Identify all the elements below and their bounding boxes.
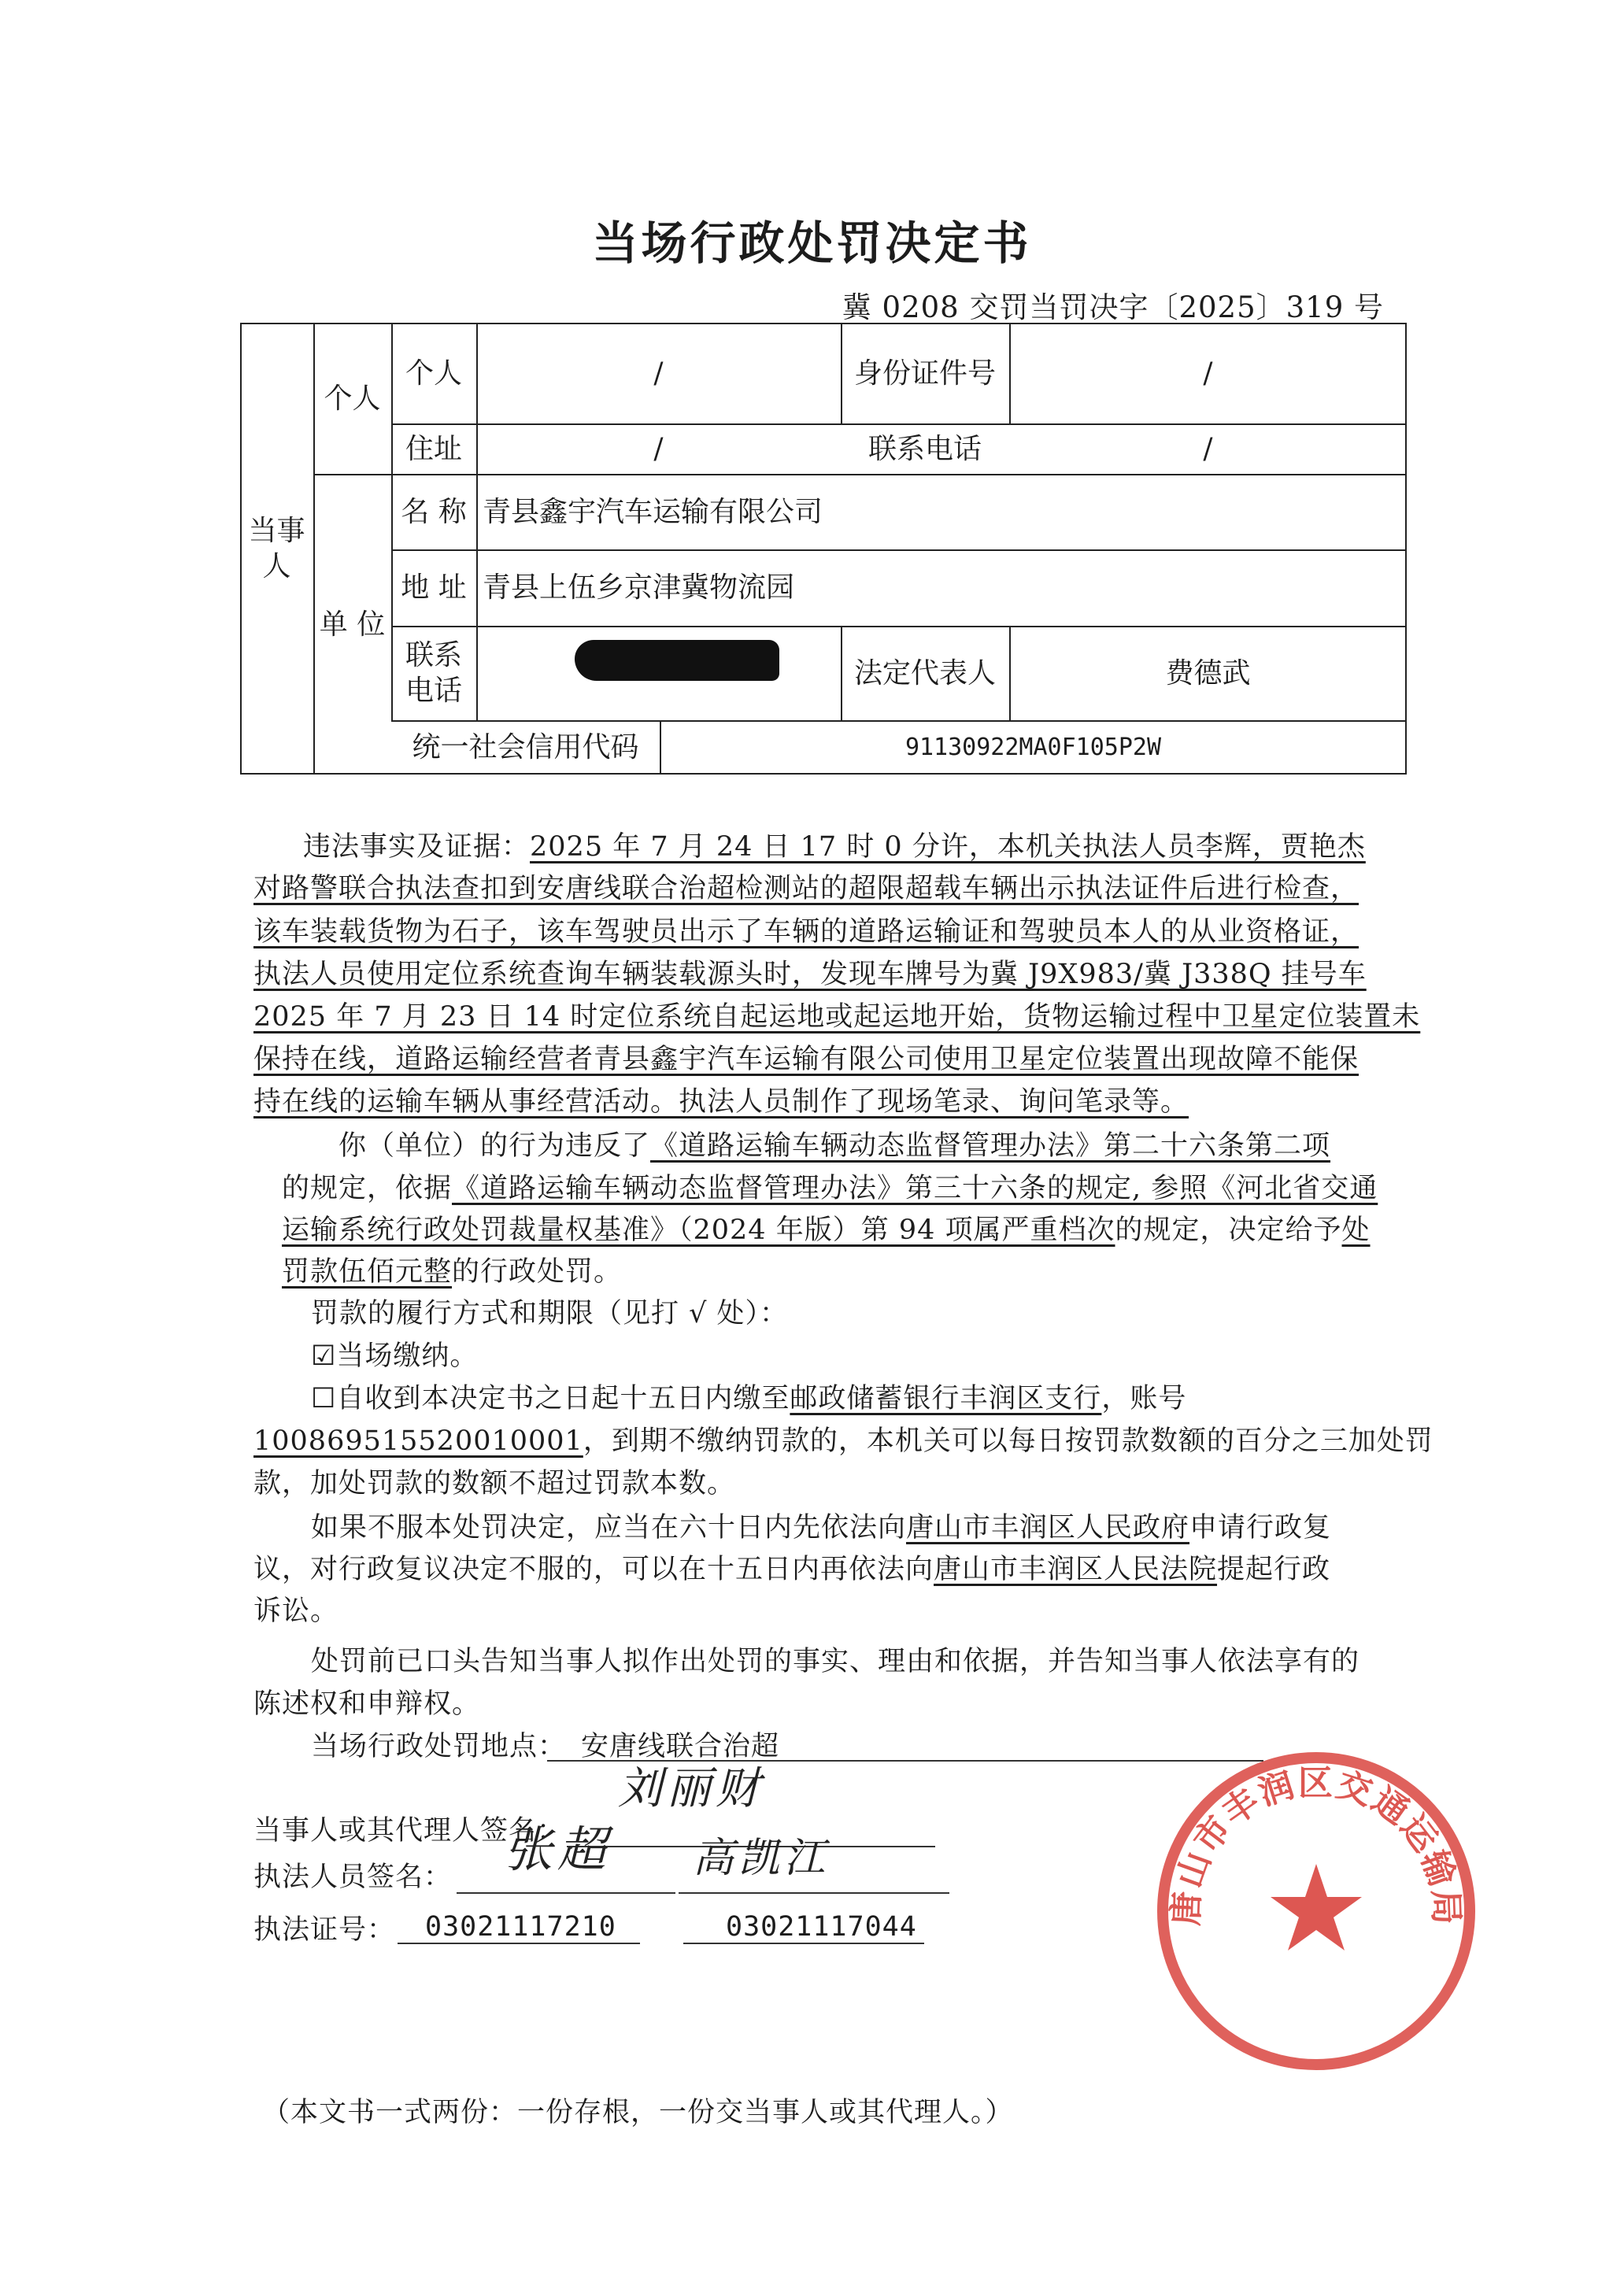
violation-line-1 <box>338 1124 1330 1163</box>
address-label: 住址 <box>405 432 462 465</box>
official-seal <box>1151 1746 1482 2076</box>
party-signature-label: 当事人或其代理人签名： <box>253 1815 566 1847</box>
unit-address-label: 地 址 <box>401 571 467 604</box>
facts-line-5: 2025 年 7 月 23 日 14 时定位系统自起运地或起运地开始，货物运输过程中卫星定位装置未 <box>253 1001 1421 1033</box>
basis-text-2: 运输系统行政处罚裁量权基准》（2024 年版）第 94 项属严重档次 <box>282 1215 1115 1246</box>
legal-rep-value: 费德武 <box>1165 656 1251 690</box>
cert-label: 执法证号： <box>253 1914 396 1946</box>
facts-line-7: 持在线的运输车辆从事经营活动。执法人员制作了现场笔录、询问笔录等。 <box>253 1086 1189 1118</box>
location-label: 当场行政处罚地点： <box>311 1731 567 1762</box>
account-number: 100869515520010001 <box>253 1425 583 1457</box>
bank-option-prefix: ☐自收到本决定书之日起十五日内缴至 <box>311 1383 790 1414</box>
unit-address-value: 青县上伍乡京津冀物流园 <box>483 571 795 604</box>
id-number-label: 身份证件号 <box>853 357 996 390</box>
facts-line-1 <box>303 825 1366 864</box>
decision-prefix: 的规定，决定给予 <box>1115 1215 1342 1246</box>
facts-line-3: 该车装载货物为石子，该车驾驶员出示了车辆的道路运输证和驾驶员本人的从业资格证， <box>253 916 1359 948</box>
facts-text: 2025 年 7 月 24 日 17 时 0 分许，本机关执法人员李辉，贾艳杰 <box>530 831 1366 863</box>
account-label: ，账号 <box>1101 1383 1187 1414</box>
legal-rep-label: 法定代表人 <box>853 656 996 690</box>
phone-label: 联系电话 <box>867 432 982 465</box>
cert-number-1: 03021117210 <box>425 1911 616 1943</box>
court-name: 唐山市丰润区人民法院 <box>934 1554 1218 1585</box>
individual-label: 个人 <box>324 382 381 415</box>
violation-line-4 <box>282 1250 622 1289</box>
phone-value: / <box>1203 432 1213 465</box>
appeal-mid: 申请行政复 <box>1189 1512 1332 1544</box>
person-value: / <box>653 357 664 390</box>
facts-label: 违法事实及证据： <box>303 831 531 863</box>
unit-name-label: 名 称 <box>401 495 467 528</box>
payment-option-bank-line-3: 款，加处罚款的数额不超过罚款本数。 <box>253 1468 736 1499</box>
violated-rule: 《道路运输车辆动态监督管理办法》第二十六条第二项 <box>650 1130 1331 1162</box>
notice-line-1: 处罚前已口头告知当事人拟作出处罚的事实、理由和依据，并告知当事人依法享有的 <box>311 1646 1360 1677</box>
id-number-value: / <box>1203 357 1213 390</box>
bank-name: 邮政储蓄银行丰润区支行 <box>790 1383 1102 1414</box>
appeal-line-2 <box>253 1547 1330 1587</box>
appeal-prefix: 如果不服本处罚决定，应当在六十日内先依法向 <box>311 1512 907 1544</box>
credit-code-label: 统一社会信用代码 <box>412 731 639 764</box>
officer-2-underline <box>679 1892 949 1894</box>
document-number: 冀 0208 交罚当罚决字〔2025〕319 号 <box>842 290 1384 324</box>
seal-text: 唐山市丰润区交通运输局 <box>1166 1762 1467 1927</box>
cert-1-underline <box>398 1943 640 1944</box>
appeal-line-3: 诉讼。 <box>253 1595 339 1627</box>
footer-note: （本文书一式两份：一份存根，一份交当事人或其代理人。） <box>262 2097 1014 2128</box>
party-label: 当事 人 <box>248 515 305 582</box>
party-signature: 刘丽财 <box>618 1763 764 1814</box>
officer-1-signature: 张超 <box>504 1821 612 1878</box>
person-label: 个人 <box>405 357 462 390</box>
appeal-line-1 <box>311 1506 1331 1545</box>
payment-option-bank-line-1 <box>311 1377 1186 1416</box>
facts-line-2: 对路警联合执法查扣到安唐线联合治超检测站的超限超载车辆出示执法证件后进行检查， <box>253 873 1359 904</box>
payment-option-bank-line-2 <box>253 1419 1433 1459</box>
violation-prefix: 你（单位）的行为违反了 <box>338 1130 651 1162</box>
bank-option-suffix: ，到期不缴纳罚款的，本机关可以每日按罚款数额的百分之三加处罚 <box>583 1425 1433 1457</box>
notice-line-2: 陈述权和申辩权。 <box>253 1688 481 1720</box>
cert-number-2: 03021117044 <box>726 1911 917 1943</box>
review-body: 唐山市丰润区人民政府 <box>906 1512 1190 1544</box>
officer-1-underline <box>457 1892 675 1894</box>
appeal-line-2-prefix: 议，对行政复议决定不服的，可以在十五日内再依法向 <box>253 1554 934 1585</box>
penalty-amount: 罚款伍佰元整 <box>282 1256 453 1288</box>
address-value: / <box>653 432 664 465</box>
redacted-phone-mark <box>575 640 779 681</box>
basis-text: 《道路运输车辆动态监督管理办法》第三十六条的规定, 参照《河北省交通 <box>452 1173 1378 1204</box>
basis-prefix: 的规定，依据 <box>282 1173 453 1204</box>
officer-signature-label: 执法人员签名： <box>253 1862 453 1893</box>
unit-phone-label: 联系 电话 <box>405 639 462 707</box>
unit-label: 单 位 <box>319 608 386 641</box>
violation-line-2 <box>282 1167 1378 1206</box>
violation-line-3 <box>282 1208 1371 1248</box>
document-title: 当场行政处罚决定书 <box>592 216 1032 270</box>
payment-option-onsite: ☑当场缴纳。 <box>311 1340 479 1372</box>
facts-line-6: 保持在线，道路运输经营者青县鑫宇汽车运输有限公司使用卫星定位装置出现故障不能保 <box>253 1044 1359 1075</box>
location-value: 安唐线联合治超 <box>581 1731 780 1762</box>
appeal-line-2-suffix: 提起行政 <box>1217 1554 1331 1585</box>
payment-heading: 罚款的履行方式和期限（见打 √ 处）： <box>311 1298 789 1329</box>
facts-line-4: 执法人员使用定位系统查询车辆装载源头时，发现车牌号为冀 J9X983/冀 J338Q 挂号车 <box>253 959 1367 990</box>
penalty-suffix: 的行政处罚。 <box>452 1256 623 1288</box>
star-icon <box>1271 1864 1362 1950</box>
cert-2-underline <box>683 1943 924 1944</box>
officer-2-signature: 高凯江 <box>693 1835 830 1882</box>
credit-code-value: 91130922MA0F105P2W <box>904 733 1162 761</box>
penalty-part-1: 处 <box>1341 1215 1371 1246</box>
unit-name-value: 青县鑫宇汽车运输有限公司 <box>483 495 823 528</box>
